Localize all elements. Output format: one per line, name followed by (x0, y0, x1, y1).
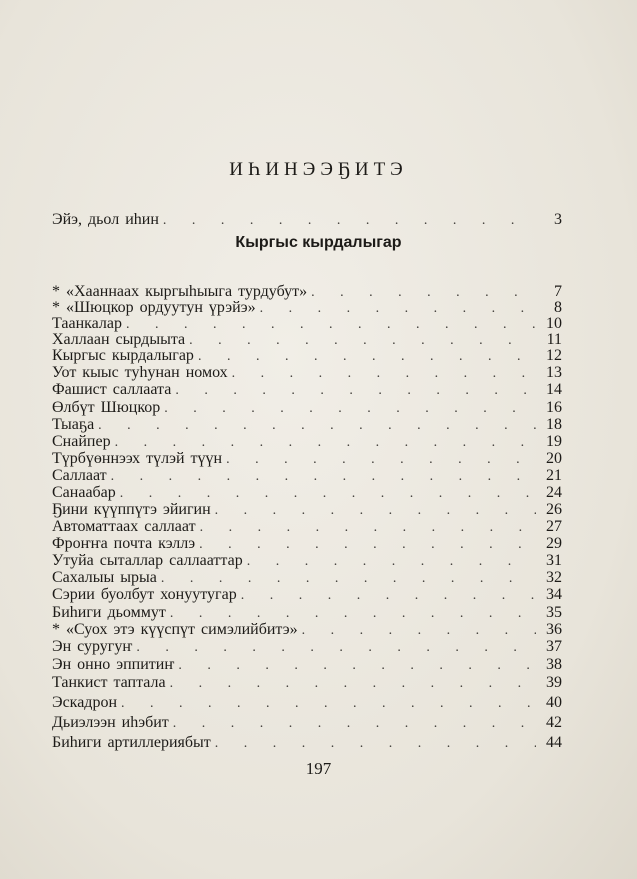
dot-leader (170, 674, 536, 694)
toc-entry-page: 26 (546, 501, 562, 518)
toc-entry-page: 31 (546, 552, 562, 569)
toc-entry-page: 12 (546, 347, 562, 364)
toc-entry-title: * «Хааннаах кыргыһыыга турдубут» (52, 283, 308, 300)
toc-entry-title: Дьиэлээн иһэбит (52, 714, 169, 731)
toc-entry-page: 35 (546, 604, 562, 621)
toc-entry-title: * «Шюцкор ордуутун үрэйэ» (52, 299, 256, 316)
toc-entry-title: Өлбүт Шюцкор (52, 399, 161, 416)
toc-entry-page: 20 (546, 450, 562, 467)
toc-entry (52, 380, 562, 400)
toc-entry-page: 29 (546, 535, 562, 552)
toc-entry-page: 39 (546, 674, 562, 691)
toc-entry-title: Кыргыс кырдалыгар (52, 347, 194, 364)
toc-entry-title: Эн суругуҥ (52, 638, 133, 655)
toc-entry-title: Эскадрон (52, 694, 117, 711)
toc-entry-title: Санаабар (52, 484, 116, 501)
toc-entry-title: Эн онно эппитиҥ (52, 656, 175, 673)
toc-entry-page: 44 (546, 734, 562, 751)
toc-entry-title: Утуйа сыталлар саллааттар (52, 552, 243, 569)
toc-entry-title: Сэрии буолбут хонуутугар (52, 586, 237, 603)
toc-entry (52, 585, 562, 605)
toc-entry-title: Тыаҕа (52, 416, 95, 433)
toc-entry-page: 36 (546, 621, 562, 638)
toc-entry-page: 24 (546, 484, 562, 501)
toc-entry-title: Уот кыыс туһунан номох (52, 364, 228, 381)
toc-entry-page: 37 (546, 638, 562, 655)
toc-entry-page: 32 (546, 569, 562, 586)
toc-entry-page: 13 (546, 364, 562, 381)
toc-entry (52, 637, 562, 657)
toc-entry-page: 16 (546, 399, 562, 416)
page-number: 197 (305, 759, 332, 778)
toc-entry-page: 38 (546, 656, 562, 673)
dot-leader (215, 734, 536, 754)
toc-entry-page: 27 (546, 518, 562, 535)
toc-entry-page: 10 (546, 315, 562, 332)
toc-entry (52, 733, 562, 753)
toc-entry-page: 3 (554, 211, 562, 228)
toc-entry-page: 8 (554, 299, 562, 316)
toc-entry-title: Таанкалар (52, 315, 122, 332)
contents-heading: ИҺИНЭЭҔИТЭ (229, 159, 408, 180)
dot-leader (163, 211, 536, 231)
toc-entry-title: * «Суох этэ күүспүт симэлийбитэ» (52, 621, 298, 638)
toc-entry-title: Автоматтаах саллаат (52, 518, 196, 535)
toc-entry-title: Фроҥҥа почта кэллэ (52, 535, 196, 552)
toc-entry-page: 18 (546, 416, 562, 433)
toc-entry (52, 693, 562, 713)
toc-entry-title: Сахалыы ырыа (52, 569, 157, 586)
toc-entry-title: Ҕини күүппүтэ эйигин (52, 501, 211, 518)
toc-entry-page: 42 (546, 714, 562, 731)
toc-entry-page: 34 (546, 586, 562, 603)
toc-entry-page: 40 (546, 694, 562, 711)
toc-entry-title: Биһиги дьоммут (52, 604, 166, 621)
dot-leader (173, 714, 536, 734)
toc-entry-title: Эйэ, дьол иһин (52, 211, 159, 228)
toc-entry-title: Биһиги артиллериябыт (52, 734, 211, 751)
toc-entry-title: Түрбүөннээх түлэй түүн (52, 450, 223, 467)
toc-entry-title: Танкист таптала (52, 674, 166, 691)
toc-entry (52, 655, 562, 675)
toc-entry-title: Халлаан сырдыыта (52, 331, 186, 348)
toc-entry-title: Фашист саллаата (52, 381, 172, 398)
toc-entry-intro (52, 210, 562, 230)
dot-leader (121, 694, 536, 714)
toc-entry (52, 713, 562, 733)
toc-entry-page: 11 (546, 331, 562, 348)
toc-entry (52, 673, 562, 693)
toc-entry-page: 7 (554, 283, 562, 300)
toc-entry-title: Саллаат (52, 467, 107, 484)
toc-entry-page: 19 (546, 433, 562, 450)
toc-entry-page: 14 (546, 381, 562, 398)
section-title: Кыргыс кырдалыгар (235, 234, 402, 251)
toc-entry-title: Снайпер (52, 433, 111, 450)
toc-entry-page: 21 (546, 467, 562, 484)
